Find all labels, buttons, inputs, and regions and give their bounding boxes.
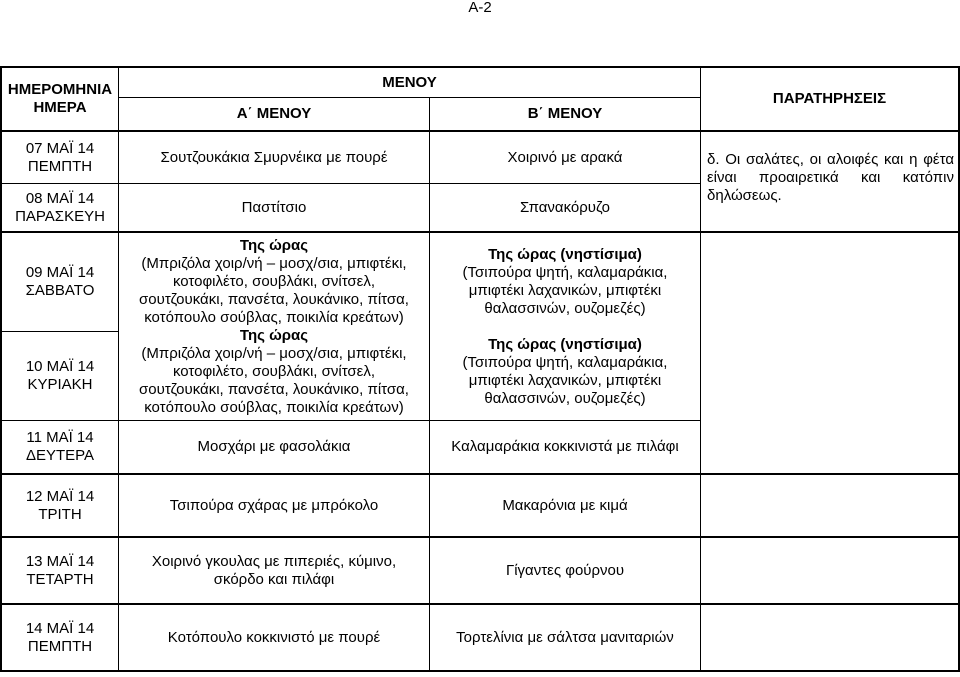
menu-b-cell: Τορτελίνια με σάλτσα μανιταριών <box>456 628 674 646</box>
date-cell: 08 ΜΑΪ 14 ΠΑΡΑΣΚΕΥΗ <box>15 189 105 225</box>
menu-b-header: Β΄ ΜΕΝΟΥ <box>527 105 603 122</box>
date-cell: 09 ΜΑΪ 14 ΣΑΒΒΑΤΟ <box>25 264 95 299</box>
menu-a-header: Α΄ ΜΕΝΟΥ <box>236 105 312 122</box>
date-cell: 14 ΜΑΪ 14 ΠΕΜΠΤΗ <box>25 619 95 655</box>
divider <box>700 66 701 672</box>
menu-b-cell: Χοιρινό με αρακά <box>507 148 623 166</box>
table-border-bottom <box>0 670 960 672</box>
date-cell: 12 ΜΑΪ 14 ΤΡΙΤΗ <box>25 487 95 523</box>
menu-b-cell: Μακαρόνια με κιμά <box>502 496 628 514</box>
page-number: A-2 <box>468 0 492 16</box>
menu-a-cell: Κοτόπουλο κοκκινιστό με πουρέ <box>167 628 381 646</box>
menu-a-cell: Παστίτσιο <box>241 198 307 216</box>
menu-a-cell: Μοσχάρι με φασολάκια <box>197 438 351 455</box>
date-column-header: ΗΜΕΡΟΜΗΝΙΑ ΗΜΕΡΑ <box>7 81 113 116</box>
menu-a-cell: Τσιπούρα σχάρας με μπρόκολο <box>169 496 379 514</box>
weekend-menu-b-cell: Της ώρας (νηστίσιμα) (Τσιπούρα ψητή, καλαμαράκια, μπιφτέκι λαχανικών, μπιφτέκι θαλασσινών, ουζομεζές) Της ώρας (νηστίσιμα) (Τσιπούρα ψητή, καλαμαράκια, μπιφτέκι λαχανικών, μπιφτέκι θαλασσινών, ουζομεζές) <box>462 245 668 407</box>
weekend-menu-a-cell: Της ώρας (Μπριζόλα χοιρ/νή – μοσχ/σια, μπιφτέκι, κοτοφιλέτο, σουβλάκι, σνίτσελ, σουτζουκάκι, πανσέτα, λουκάνικο, πίτσα, κοτόπουλο σούβλας, ποικιλία κρεάτων) Της ώρας (Μπριζόλα χοιρ/νή – μοσχ/σια, μπιφτέκι, κοτοφιλέτο, σουβλάκι, σνίτσελ, σουτζουκάκι, πανσέτα, λουκάνικο, πίτσα, κοτόπουλο σούβλας, ποικιλία κρεάτων) <box>139 236 409 416</box>
menu-b-cell: Γίγαντες φούρνου <box>505 561 625 579</box>
menu-header: ΜΕΝΟΥ <box>382 73 437 91</box>
date-cell: 10 ΜΑΪ 14 ΚΥΡΙΑΚΗ <box>25 358 95 393</box>
menu-a-cell: Χοιρινό γκουλας με πιπεριές, κύμινο, σκόρδο και πιλάφι <box>151 552 397 588</box>
menu-b-cell: Σπανακόρυζο <box>520 198 610 216</box>
remarks-header: ΠΑΡΑΤΗΡΗΣΕΙΣ <box>772 90 887 107</box>
menu-a-cell: Σουτζουκάκια Σμυρνέικα με πουρέ <box>160 148 388 166</box>
remarks-note: δ. Οι σαλάτες, οι αλοιφές και η φέτα είναι προαιρετικά και κατόπιν δηλώσεως. <box>707 151 954 204</box>
date-cell: 13 ΜΑΪ 14 ΤΕΤΑΡΤΗ <box>25 552 95 588</box>
date-cell: 07 ΜΑΪ 14 ΠΕΜΠΤΗ <box>25 139 95 175</box>
menu-b-cell: Καλαμαράκια κοκκινιστά με πιλάφι <box>451 438 679 455</box>
date-cell: 11 ΜΑΪ 14 ΔΕΥΤΕΡΑ <box>25 429 95 464</box>
